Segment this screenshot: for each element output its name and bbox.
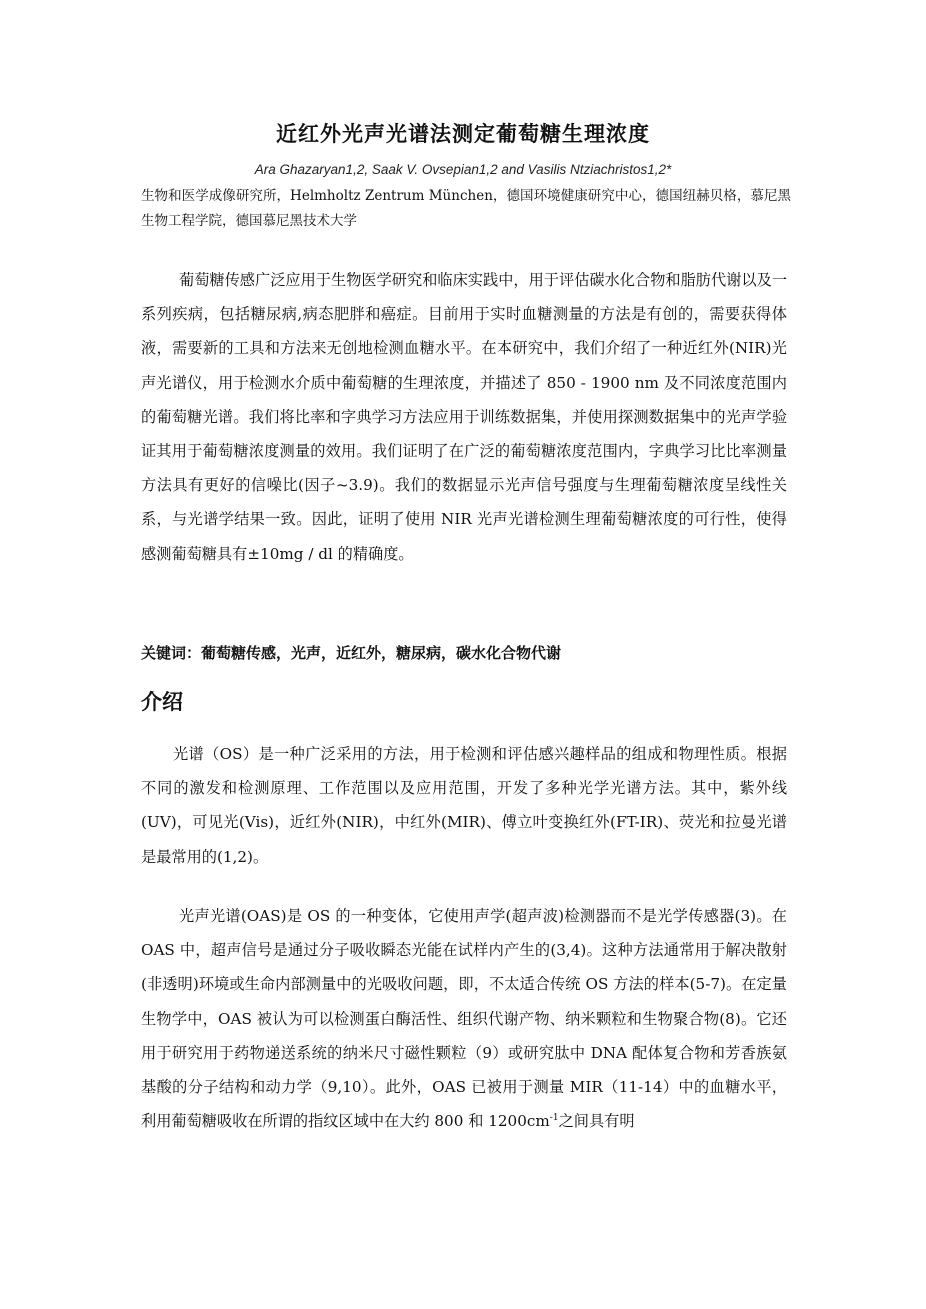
author-list: Ara Ghazaryan1,2, Saak V. Ovsepian1,2 and Vasilis Ntziachristos1,2*	[254, 162, 672, 177]
abstract-paragraph: 葡萄糖传感广泛应用于生物医学研究和临床实践中，用于评估碳水化合物和脂肪代谢以及一系列疾病，包括糖尿病,病态肥胖和癌症。目前用于实时血糖测量的方法是有创的，需要获得体液，需要新的工具和方法来无创地检测血糖水平。在本研究中，我们介绍了一种近红外(NIR)光声光谱仪，用于检测水介质中葡萄糖的生理浓度，并描述了 850 - 1900 nm 及不同浓度范围内的葡萄糖光谱。我们将比率和字典学习方法应用于训练数据集，并使用探测数据集中的光声学验证其用于葡萄糖浓度测量的效用。我们证明了在广泛的葡萄糖浓度范围内，字典学习比比率测量方法具有更好的信噪比(因子~3.9)。我们的数据显示光声信号强度与生理葡萄糖浓度呈线性关系，与光谱学结果一致。因此，证明了使用 NIR 光声光谱检测生理葡萄糖浓度的可行性，使得感测葡萄糖具有±10mg / dl 的精确度。	[141, 271, 787, 563]
intro-paragraph-2-tail: 之间具有明	[558, 1112, 635, 1131]
affiliation: 生物和医学成像研究所，Helmholtz Zentrum München，德国环境健康研究中心，德国纽赫贝格，慕尼黑生物工程学院，德国慕尼黑技术大学	[141, 188, 791, 229]
section-heading-introduction: 介绍	[141, 690, 183, 714]
intro-paragraph-2	[141, 899, 787, 1138]
superscript-exponent: -1	[549, 1113, 559, 1124]
paper-title: 近红外光声光谱法测定葡萄糖生理浓度	[276, 122, 650, 146]
intro-paragraph-2-text: 光声光谱(OAS)是 OS 的一种变体，它使用声学(超声波)检测器而不是光学传感器(3)。在 OAS 中，超声信号是通过分子吸收瞬态光能在试样内产生的(3,4)。这种方法通常用于解决散射(非透明)环境或生命内部测量中的光吸收问题，即，不太适合传统 OS 方法的样本(5-7)。在定量生物学中，OAS 被认为可以检测蛋白酶活性、组织代谢产物、纳米颗粒和生物聚合物(8)。它还用于研究用于药物递送系统的纳米尺寸磁性颗粒（9）或研究肽中 DNA 配体复合物和芳香族氨基酸的分子结构和动力学（9,10）。此外，OAS 已被用于测量 MIR（11-14）中的血糖水平，利用葡萄糖吸收在所谓的指纹区域中在大约 800 和 1200cm	[141, 907, 787, 1131]
keywords-line: 关键词：葡萄糖传感，光声，近红外，糖尿病，碳水化合物代谢	[141, 644, 562, 662]
intro-paragraph-1: 光谱（OS）是一种广泛采用的方法，用于检测和评估感兴趣样品的组成和物理性质。根据不同的激发和检测原理、工作范围以及应用范围，开发了多种光学光谱方法。其中，紫外线(UV)，可见光(Vis)，近红外(NIR)，中红外(MIR)、傅立叶变换红外(FT-IR)、荧光和拉曼光谱是最常用的(1,2)。	[141, 745, 787, 866]
